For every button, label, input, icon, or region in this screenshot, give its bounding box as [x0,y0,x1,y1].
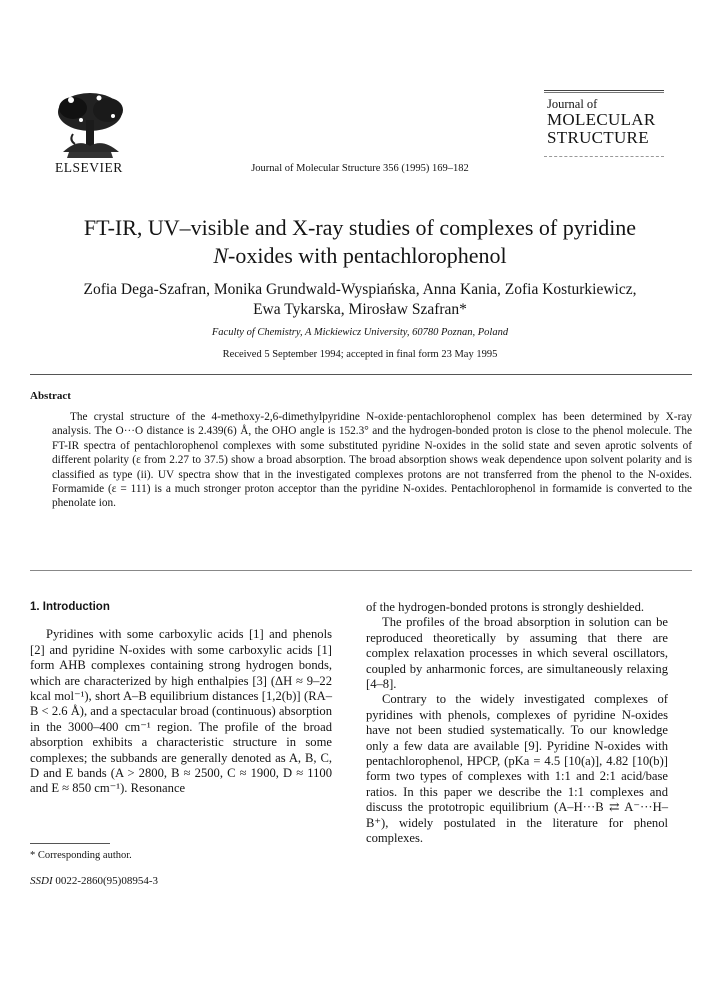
received-dates: Received 5 September 1994; accepted in final form 23 May 1995 [222,349,498,360]
masthead-rule-top [544,90,664,91]
abstract-heading: Abstract [30,390,71,402]
intro-paragraph-3: Contrary to the widely investigated complexes of pyridines with phenols, complexes of pyridine N-oxides have not been studied systematically. To our knowledge only a few data are available [9]. Pyridine N-oxides with pentachlorophenol, HPCP, (pKa = 4.5 [10(a)], 4.82 [10(b)] form two types of complexes with 1:1 and 2:1 acid/base ratios. In this paper we describe the 1:1 complexes and discuss the prototropic equilibrium (A–H···B ⇄ A⁻···H–B⁺), widely postulated in the literature for phenol complexes. [366,692,668,846]
section-heading-introduction: 1. Introduction [30,601,110,613]
ssdi-code: 0022-2860(95)08954-3 [55,875,159,887]
intro-left-column [30,600,332,797]
intro-right-column [366,600,668,847]
journal-name-line2: STRUCTURE [547,128,649,147]
publisher-name: ELSEVIER [55,160,123,175]
title-line-2-rest: -oxides with pentachlorophenol [228,243,507,268]
footnote-corresponding-author: * Corresponding author. [30,850,132,861]
abstract-bottom-rule [30,570,692,571]
intro-paragraph-continued: of the hydrogen-bonded protons is strongly deshielded. [366,600,645,614]
masthead-rule-thin [544,92,664,93]
ssdi-line [30,875,158,887]
authors-line-2: Ewa Tykarska, Mirosław Szafran* [253,301,467,318]
intro-paragraph-2: The profiles of the broad absorption in solution can be reproduced theoretically by assuming that there are complex relaxation processes in which several oscillators, coupled by anharmonic forces, are simultaneously relaxing [4–8]. [366,615,668,692]
article-title [0,214,720,270]
affiliation: Faculty of Chemistry, A Mickiewicz University, 60780 Poznan, Poland [211,327,509,338]
title-italic-n: N [213,243,229,268]
footnote-rule [30,843,110,844]
title-line-1: FT-IR, UV–visible and X-ray studies of complexes of pyridine [83,215,637,240]
elsevier-tree-logo-icon [53,90,127,160]
authors-line-1: Zofia Dega-Szafran, Monika Grundwald-Wyspiańska, Anna Kania, Zofia Kosturkiewicz, [83,281,637,298]
elsevier-tree-logo [53,90,127,160]
journal-of-label: Journal of [547,97,598,111]
ssdi-label: SSDI [30,875,53,887]
abstract-top-rule [30,374,692,375]
abstract-text: The crystal structure of the 4-methoxy-2,6-dimethylpyridine N-oxide·pentachlorophenol complex has been determined by X-ray analysis. The O···O distance is 2.439(6) Å, the OHO angle is 152.3° and the hydrogen-bonded proton is close to the phenol molecule. The FT-IR spectra of pentachlorophenol complexes with some substituted pyridine N-oxides in the solid state and seven aprotic solvents of different polarity (ε from 2.27 to 37.5) show a broad absorption. The broad absorption shows weak dependence upon solvent polarity and is classified as type (ii). UV spectra show that in the investigated complexes protons are not transferred from the phenol to the N-oxides. Formamide (ε = 111) is a much stronger proton acceptor than the pyridine N-oxides. Pentachlorophenol in formamide is converted to the phenolate ion. [52,411,692,510]
journal-citation: Journal of Molecular Structure 356 (1995) 169–182 [251,163,469,174]
intro-paragraph-1: Pyridines with some carboxylic acids [1] and phenols [2] and pyridine N-oxides with some carboxylic acids [1] form AHB complexes containing strong hydrogen bonds, which are characterized by high enthalpies [3] (ΔH ≈ 9–22 kcal mol⁻¹), short A–B equilibrium distances [1,2(b)] (RA–B < 2.6 Å), and a spectacular broad (continuous) absorption in the 3000–400 cm⁻¹ region. The profile of the broad absorption exhibits a characteristic structure in some complexes; the subbands are generally denoted as A, B, C, D and E bands (A > 2800, B ≈ 2500, C ≈ 1900, D ≈ 1100 and E ≈ 850 cm⁻¹). Resonance [30,627,332,796]
masthead-rule-bottom [544,156,664,157]
author-list [0,280,720,320]
journal-masthead [544,90,664,158]
title-line-2 [0,242,720,270]
journal-name-line1: MOLECULAR [547,110,656,129]
